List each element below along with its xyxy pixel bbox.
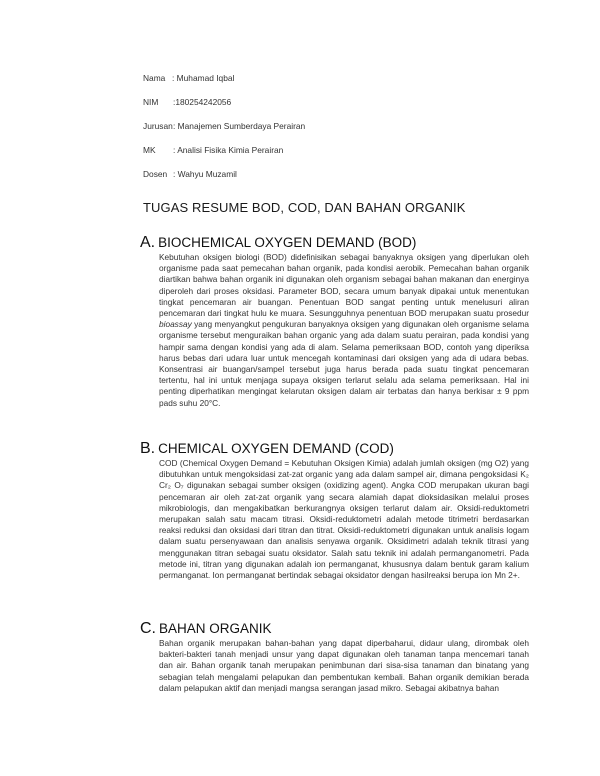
section-title: BAHAN ORGANIK	[159, 621, 272, 636]
document-title: TUGAS RESUME BOD, COD, DAN BAHAN ORGANIK	[143, 200, 466, 215]
section-paragraph-bahan-organik: Bahan organik merupakan bahan-bahan yang dapat diperbaharui, didaur ulang, dirombak oleh bakteri-bakteri tanah menjadi unsur yang dapat digunakan oleh tanaman tanpa mencemari tanah dan air. Bahan organik tanah merupakan penimbunan dari sisa-sisa tanaman dan binatang yang sebagian telah mengalami pelapukan dan pembentukan kembali. Bahan organik demikian berada dalam pelapukan aktif dan menjadi mangsa serangan jasad mikro. Sebagai akibatnya bahan	[159, 638, 529, 693]
info-jurusan	[143, 121, 306, 131]
section-heading-bahan-organik	[140, 620, 272, 638]
section-letter: B.	[140, 440, 156, 457]
section-title: BIOCHEMICAL OXYGEN DEMAND (BOD)	[158, 235, 417, 250]
nama-label: Nama	[143, 73, 166, 83]
jurusan-label: Jurusan	[143, 121, 173, 131]
info-dosen	[143, 169, 237, 179]
nim-value: :180254242056	[173, 97, 232, 107]
dosen-value: : Wahyu Muzamil	[173, 169, 237, 179]
section-heading-bod	[140, 234, 416, 252]
dosen-label: Dosen	[143, 169, 168, 179]
section-title: CHEMICAL OXYGEN DEMAND (COD)	[158, 441, 394, 456]
section-heading-cod	[140, 440, 394, 458]
info-mk	[143, 145, 284, 155]
info-nim	[143, 97, 232, 107]
section-paragraph-cod: COD (Chemical Oxygen Demand = Kebutuhan Oksigen Kimia) adalah jumlah oksigen (mg O2) yang dibutuhkan untuk mengoksidasi zat-zat organic yang ada dalam sampel air, dimana pengoksidasi K₂ Cr₂ O₇ digunakan sebagai sumber oksigen (oxidizing agent). Angka COD merupakan ukuran bagi pencemaran air oleh zat-zat organik yang secara alamiah dapat dioksidasikan melalui proses mikrobiologis, dan mengakibatkan berkurangnya oksigen terlarut dalam air. Oksidi-reduktometri merupakan salah satu macam titrasi. Oksidi-reduktometri adalah metode titrimetri berdasarkan reaksi reduksi dan oksidasi dari titran dan titrat. Oksidi-reduktometri digunakan untuk analisis logam dalam suatu persenyawaan dan analisis senyawa organik. Oksidimetri adalah teknik titrasi yang menggunakan titran sebagai suatu oksidator. Salah satu teknik ini adalah permanganometri. Pada metode ini, titran yang digunakan adalah ion permanganat, khususnya dalam bentuk garam kalium permanganat. Ion permanganat bertindak sebagai oksidator dengan hasilreaksi berupa ion Mn 2+.	[159, 458, 529, 581]
nim-label: NIM	[143, 97, 159, 107]
section-letter: C.	[140, 620, 156, 637]
section-paragraph-bod: Kebutuhan oksigen biologi (BOD) didefinisikan sebagai banyaknya oksigen yang diperlukan oleh organisme pada saat pemecahan bahan organik, pada kondisi aerobik. Pemecahan bahan organik diartikan bahwa bahan organik ini digunakan oleh organism sebagai bahan makanan dan energinya diperoleh dari proses oksidasi. Parameter BOD, secara umum banyak dipakai untuk menentukan tingkat pencemaran air buangan. Penentuan BOD sangat penting untuk menelusuri aliran pencemaran dari tingkat hulu ke muara. Sesungguhnya penentuan BOD merupakan suatu prosedur bioassay yang menyangkut pengukuran banyaknya oksigen yang digunakan oleh organisme selama organisme tersebut menguraikan bahan organic yang ada dalam suatu perairan, pada kondisi yang hampir sama dengan kondisi yang ada di alam. Selama pemeriksaan BOD, contoh yang diperiksa harus bebas dari udara luar untuk mencegah kontaminasi dari oksigen yang ada di udara bebas. Konsentrasi air buangan/sampel tersebut juga harus berada pada suatu tingkat pencemaran tertentu, hal ini untuk menjaga supaya oksigen terlarut selalu ada selama pemeriksaan. Hal ini penting diperhatikan mengingat kelarutan oksigen dalam air terbatas dan hanya berkisar ± 9 ppm pads suhu 20°C.	[159, 252, 529, 408]
info-nama	[143, 73, 235, 83]
mk-label: MK	[143, 145, 156, 155]
section-letter: A.	[140, 234, 156, 251]
jurusan-value: : Manajemen Sumberdaya Perairan	[173, 121, 306, 131]
nama-value: : Muhamad Iqbal	[172, 73, 235, 83]
mk-value: : Analisi Fisika Kimia Perairan	[173, 145, 284, 155]
